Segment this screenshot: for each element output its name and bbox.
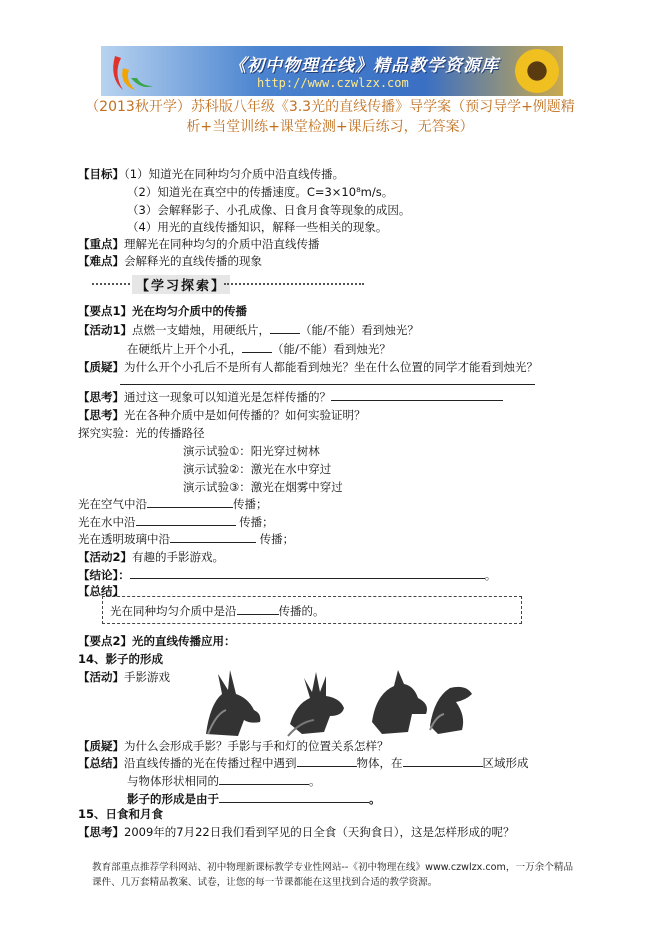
point1-title: 光在均匀介质中的传播 — [132, 304, 248, 318]
summary2-text-b: 物体，在 — [356, 756, 403, 770]
question1-tag: 【质疑】 — [78, 360, 124, 374]
think3-text: 2009年的7月22日我们看到罕见的日全食（天狗食日），这是怎样形成的呢？ — [124, 825, 515, 839]
water-line — [78, 514, 274, 530]
summary1-tag: 【总结】 — [78, 584, 124, 598]
air-text-a: 光在空气中沿 — [78, 497, 147, 511]
summary1-line — [110, 603, 325, 619]
hand-shadow-activity — [78, 669, 170, 685]
wolf-shadow-icon — [372, 670, 427, 734]
answer-blank[interactable] — [170, 531, 256, 543]
think3-tag: 【思考】 — [78, 825, 124, 839]
summary2-line2 — [127, 773, 321, 789]
difficulty-text: 会解释光的直线传播的现象 — [124, 254, 262, 268]
answer-blank[interactable] — [270, 322, 300, 334]
item-15-heading: 15、日食和月食 — [78, 807, 164, 821]
rabbit-shadow-icon — [206, 670, 260, 736]
summary2-text-c: 区域形成 — [482, 756, 529, 770]
key-point-line — [78, 236, 320, 252]
item-14-heading: 14、影子的形成 — [78, 652, 164, 666]
think1-text: 通过这一现象可以知道光是怎样传播的？ — [124, 390, 331, 404]
conclusion-line — [78, 567, 496, 583]
activity1-text-d: （能/不能）看到烛光？ — [272, 342, 391, 356]
summary1-text-a: 光在同种均匀介质中是沿 — [110, 604, 237, 618]
summary2-end: 。 — [309, 774, 321, 788]
shadow-cause-line — [127, 791, 381, 807]
shadow-cause-text: 影子的形成是由于 — [127, 792, 219, 806]
key-point-text: 理解光在同种均匀的介质中沿直线传播 — [124, 237, 320, 251]
answer-blank[interactable] — [136, 514, 236, 526]
glass-line — [78, 531, 294, 547]
glass-text-b: 传播； — [259, 532, 295, 546]
question1-text: 为什么开个小孔后不是所有人都能看到烛光？坐在什么位置的同学才能看到烛光？ — [124, 360, 538, 374]
think2-line — [78, 407, 366, 423]
activity3-text: 手影游戏 — [124, 670, 170, 684]
banner-url[interactable]: http://www.czwlzx.com — [257, 76, 409, 90]
demo-item: 演示试验①：阳光穿过树林 — [183, 444, 320, 458]
activity2-tag: 【活动2】 — [78, 550, 133, 564]
activity1-text-b: （能/不能）看到烛光？ — [300, 323, 419, 337]
key-point-tag: 【重点】 — [78, 237, 124, 251]
section-divider-right — [224, 283, 364, 285]
page-footer: 教育部重点推荐学科网站、初中物理新课标教学专业性网站--《初中物理在线》www.czwlzx.com，一万余个精品课件、几万套精品教案、试卷，让您的每一节课都能在这里找到合适的教学资源。 — [92, 862, 574, 888]
water-text-a: 光在水中沿 — [78, 515, 136, 529]
water-text-b: 传播； — [239, 515, 274, 529]
answer-blank[interactable] — [331, 389, 503, 401]
hand-shadow-figure — [204, 664, 474, 742]
demo-item: 演示试验③：激光在烟雾中穿过 — [183, 480, 343, 494]
question2-tag: 【质疑】 — [78, 739, 124, 753]
goals-line-1 — [78, 166, 344, 182]
activity1-text-c: 在硬纸片上开个小孔， — [127, 342, 242, 356]
banner-title: 《初中物理在线》精品教学资源库 — [229, 56, 499, 76]
conclusion-tag: 【结论】： — [78, 568, 130, 582]
point2-heading — [78, 633, 236, 649]
think3-line — [78, 824, 514, 840]
activity1-text-a: 点燃一支蜡烛，用硬纸片， — [132, 323, 271, 337]
goal-item: （4）用光的直线传播知识，解释一些相关的现象。 — [127, 220, 388, 234]
answer-blank[interactable] — [219, 773, 309, 785]
summary2-text-d: 与物体形状相同的 — [127, 774, 219, 788]
question2-text: 为什么会形成手影？手影与手和灯的位置关系怎样？ — [124, 739, 389, 753]
experiment-label: 探究实验：光的传播路径 — [78, 426, 205, 440]
question2-line — [78, 738, 389, 754]
point2-tag: 【要点2】 — [78, 634, 133, 648]
document-title: （2013秋开学）苏科版八年级《3.3光的直线传播》导学案（预习导学+例题精析+当堂训练+课堂检测+课后练习，无答案） — [85, 99, 575, 135]
stylized-l-logo-icon — [105, 48, 155, 94]
question1-line — [78, 359, 538, 375]
point1-tag: 【要点1】 — [78, 304, 133, 318]
goal-item: （1）知道光在同种均匀介质中沿直线传播。 — [124, 167, 345, 181]
answer-blank[interactable] — [237, 603, 279, 615]
deer-shadow-icon — [288, 672, 344, 736]
summary2-line — [78, 755, 529, 771]
goal-item: （3）会解释影子、小孔成像、日食月食等现象的成因。 — [127, 203, 411, 217]
air-line — [78, 496, 268, 512]
answer-blank[interactable] — [147, 496, 233, 508]
point1-heading — [78, 303, 247, 319]
sunflower-icon — [515, 49, 559, 93]
air-text-b: 传播； — [233, 497, 268, 511]
summary2-tag: 【总结】 — [78, 756, 124, 770]
answer-blank[interactable] — [219, 791, 369, 803]
demo-item: 演示试验②：激光在水中穿过 — [183, 462, 332, 476]
goals-tag: 【目标】 — [78, 167, 124, 181]
activity3-tag: 【活动】 — [78, 670, 124, 684]
answer-blank[interactable] — [130, 567, 485, 579]
point2-title: 光的直线传播应用： — [132, 634, 236, 648]
think1-line — [78, 389, 503, 405]
difficulty-tag: 【难点】 — [78, 254, 124, 268]
activity1-tag: 【活动1】 — [78, 323, 133, 337]
answer-blank[interactable] — [242, 341, 272, 353]
summary1-text-b: 传播的。 — [278, 604, 325, 618]
activity1-line2 — [127, 341, 391, 357]
answer-blank[interactable] — [403, 755, 483, 767]
answer-line[interactable] — [120, 384, 535, 385]
goal-item: （2）知道光在真空中的传播速度。C=3×10⁸m/s。 — [127, 185, 394, 199]
activity2-line — [78, 549, 224, 565]
think1-tag: 【思考】 — [78, 390, 124, 404]
section-divider-left — [92, 283, 134, 285]
shadow-cause-end: 。 — [369, 792, 381, 806]
difficulty-line — [78, 253, 262, 269]
glass-text-a: 光在透明玻璃中沿 — [78, 532, 170, 546]
section-heading: 【学习探索】 — [132, 275, 230, 294]
goose-shadow-icon — [430, 687, 472, 734]
think2-tag: 【思考】 — [78, 408, 124, 422]
conclusion-end: 。 — [484, 568, 497, 582]
answer-blank[interactable] — [297, 755, 357, 767]
activity1-line1 — [78, 322, 419, 338]
think2-text: 光在各种介质中是如何传播的？如何实验证明？ — [124, 408, 366, 422]
header-banner — [101, 46, 563, 96]
summary2-text-a: 沿直线传播的光在传播过程中遇到 — [124, 756, 297, 770]
activity2-text: 有趣的手影游戏。 — [132, 550, 225, 564]
